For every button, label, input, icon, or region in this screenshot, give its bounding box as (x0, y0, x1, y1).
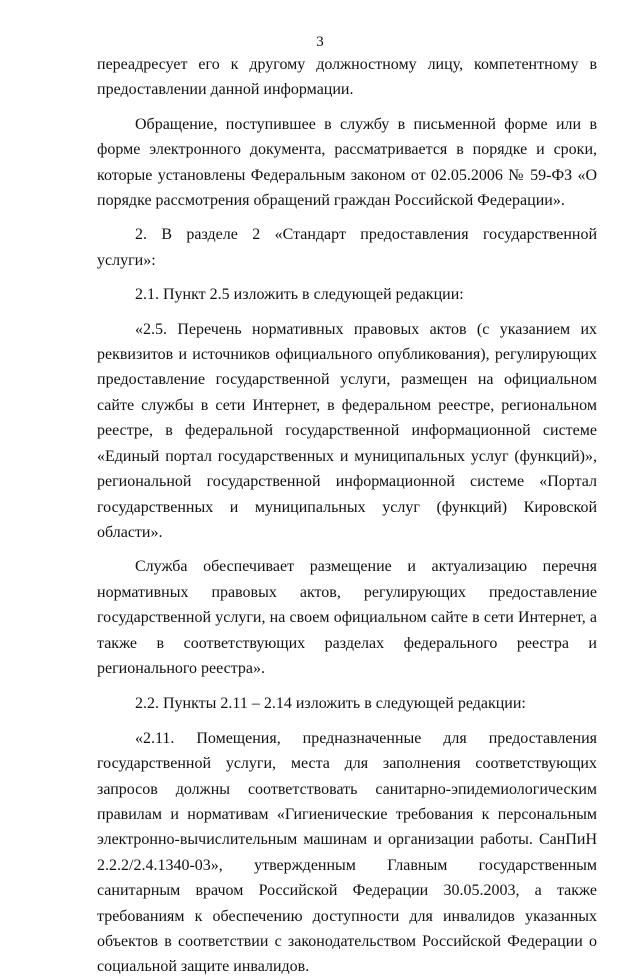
paragraph-clause-2-5: «2.5. Перечень нормативных правовых актов (с указанием их реквизитов и источников официального опубликования), регулирующих предоставление государственной услуги, размещен на официальном сайте службы в сети Интернет, в федеральном реестре, региональном реестре, в федеральной государственной информационной системе «Единый портал государственных и муниципальных услуг (функций)», региональной государственной информационной системе «Портал государственных и муниципальных услуг (функций) Кировской области». (97, 320, 597, 541)
paragraph-service-provides: Служба обеспечивает размещение и актуализацию перечня нормативных правовых актов, регулирующих предоставление государственной услуги, на своем официальном сайте в сети Интернет, а также в соответствующих разделах федерального реестра и регионального реестра». (97, 558, 597, 677)
paragraph-appeal: Обращение, поступившее в службу в письменной форме или в форме электронного документа, рассматривается в порядке и сроки, которые установлены Федеральным законом от 02.05.2006 № 59-ФЗ «О порядке рассмотрения обращений граждан Российской Федерации». (97, 115, 597, 210)
paragraph-section-2: 2. В разделе 2 «Стандарт предоставления государственной услуги»: (97, 226, 597, 269)
paragraph-continuation: переадресует его к другому должностному лицу, компетентному в предоставлении данной информации. (97, 56, 597, 99)
document-body (97, 52, 597, 980)
paragraph-item-2-2: 2.2. Пункты 2.11 – 2.14 изложить в следующей редакции: (135, 695, 526, 713)
page-number: 3 (316, 34, 324, 50)
paragraph-clause-2-11: «2.11. Помещения, предназначенные для предоставления государственной услуги, места для заполнения соответствующих запросов должны соответствовать санитарно-эпидемиологическим правилам и нормативам «Гигиенические требования к персональным электронно-вычислительным машинам и организации работы. СанПиН 2.2.2/2.4.1340-03», утвержденным Главным государственным санитарным врачом Российской Федерации 30.05.2003, а также требованиям к обеспечению доступности для инвалидов указанных объектов в соответствии с законодательством Российской Федерации о социальной защите инвалидов. (97, 729, 597, 976)
paragraph-item-2-1: 2.1. Пункт 2.5 изложить в следующей редакции: (135, 286, 464, 304)
